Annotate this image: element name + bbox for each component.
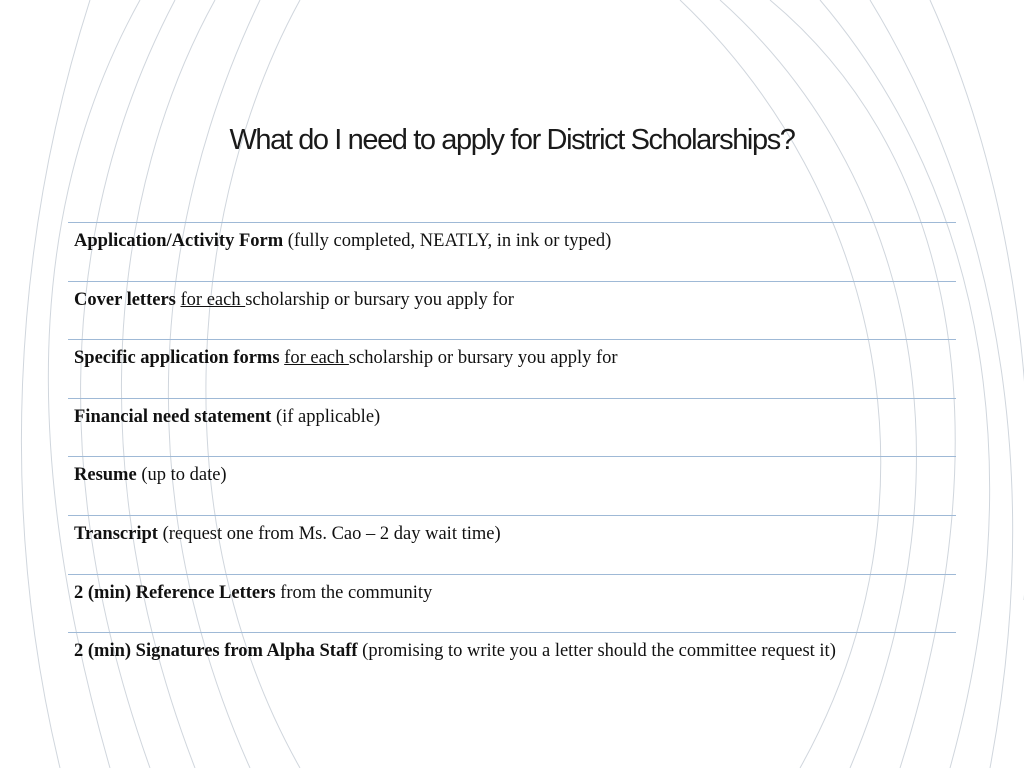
requirement-name: Application/Activity Form <box>74 231 284 251</box>
requirement-row <box>68 516 956 575</box>
requirements-table <box>68 222 956 693</box>
requirement-name: Financial need statement <box>74 406 272 427</box>
requirement-detail: (up to date) <box>136 465 227 486</box>
requirement-row <box>68 340 956 399</box>
requirement-detail: (if applicable) <box>271 406 381 427</box>
requirement-detail: from the community <box>275 582 433 603</box>
requirement-detail: (request one from Ms. Cao – 2 day wait time) <box>157 523 501 544</box>
requirement-emphasis: for each <box>284 348 349 369</box>
requirement-row <box>68 457 956 516</box>
requirement-name: Cover letters <box>74 289 176 310</box>
requirement-row <box>68 223 956 282</box>
requirement-name: Resume <box>74 465 137 486</box>
requirement-emphasis: for each <box>180 289 246 310</box>
requirement-detail: scholarship or bursary you apply for <box>348 348 618 369</box>
requirement-row <box>68 282 956 341</box>
requirement-name: Transcript <box>74 523 158 544</box>
requirement-detail: (promising to write you a letter should the committee request it) <box>357 641 836 662</box>
requirement-row <box>68 399 956 458</box>
requirement-name: 2 (min) Reference Letters <box>74 582 276 603</box>
requirement-row <box>68 575 956 634</box>
requirement-detail: (fully completed, NEATLY, in ink or typed) <box>283 231 612 251</box>
requirement-name: Specific application forms <box>74 348 280 369</box>
requirement-name: 2 (min) Signatures from Alpha Staff <box>74 641 358 662</box>
requirement-row <box>68 633 956 693</box>
slide-title: What do I need to apply for District Scholarships? <box>229 124 795 156</box>
requirement-detail: scholarship or bursary you apply for <box>245 289 514 310</box>
